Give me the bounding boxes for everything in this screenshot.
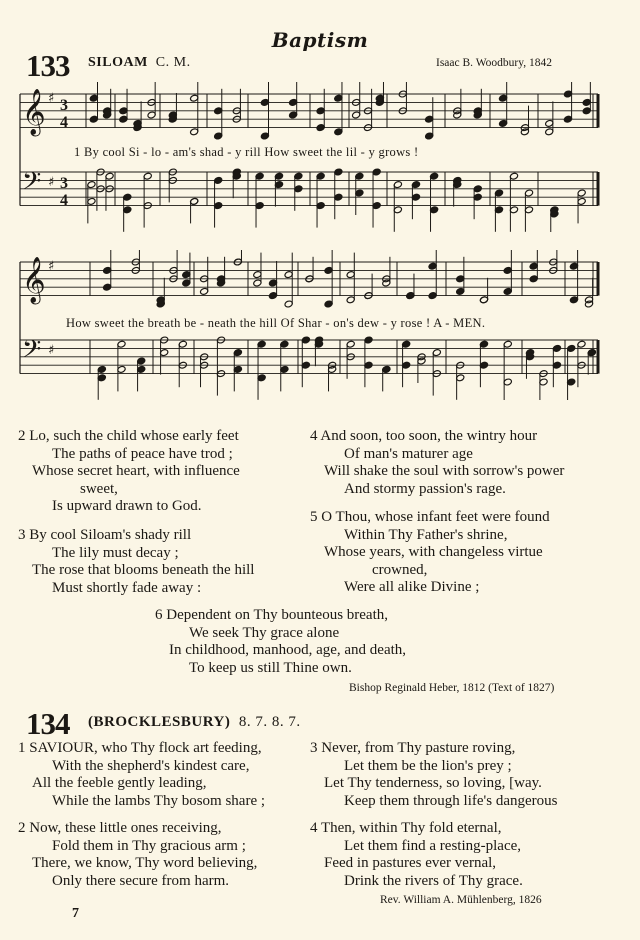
- bass-clef-icon: 𝄢: [22, 167, 42, 202]
- key-signature-sharp-icon: ♯: [48, 175, 55, 190]
- treble-clef-icon: 𝄞: [22, 257, 46, 303]
- stanza-line: Is upward drawn to God.: [52, 498, 202, 515]
- stanza-line: Will shake the soul with sorrow's power: [324, 463, 565, 480]
- hymn-133-stanza-6: [155, 607, 406, 677]
- hymn-133-tune: [88, 55, 191, 71]
- stanza-line: While the lambs Thy bosom share ;: [52, 792, 266, 809]
- hymn-133-lyrics-line-1: 1 By cool Si - lo - am's shad - y rill How sweet the lil - y grows !: [74, 145, 419, 159]
- hymn-133-stanza-4: [310, 428, 564, 498]
- section-title: Baptism: [271, 28, 369, 52]
- stanza-line: Whose years, with changeless virtue: [324, 544, 543, 561]
- time-signature-top: 3: [60, 175, 68, 192]
- stanza-line: We seek Thy grace alone: [189, 624, 340, 641]
- treble-clef-icon: 𝄞: [22, 89, 46, 135]
- stanza-line: Let them be the lion's prey ;: [344, 757, 512, 774]
- hymn-133-stanza-3: [18, 527, 254, 597]
- stanza-line: Whose secret heart, with influence: [32, 463, 240, 480]
- hymn-133-meter: C. M.: [155, 55, 191, 70]
- key-signature-sharp-icon: ♯: [48, 343, 55, 358]
- hymn-133-lyrics-line-2: How sweet the breath be - neath the hill Of Shar - on's dew - y rose ! A - MEN.: [66, 316, 486, 330]
- stanza-line: 2 Lo, such the child whose early feet: [18, 428, 239, 444]
- time-signature-top: 3: [60, 97, 68, 114]
- stanza-line: The paths of peace have trod ;: [52, 445, 233, 462]
- stanza-line: Of man's maturer age: [344, 445, 473, 462]
- hymn-133-stanza-2: [18, 428, 240, 516]
- stanza-line: Must shortly fade away :: [52, 579, 202, 596]
- stanza-line: In childhood, manhood, age, and death,: [169, 642, 407, 659]
- hymn-134-tune-name: (BROCKLESBURY): [88, 714, 231, 730]
- hymn-134-stanza-4: [310, 820, 523, 890]
- stanza-line: 4 Then, within Thy fold eternal,: [310, 820, 502, 836]
- stanza-line: 3 Never, from Thy pasture roving,: [310, 740, 516, 756]
- time-signature-bottom: 4: [60, 192, 68, 209]
- stanza-line: There, we know, Thy word believing,: [32, 855, 258, 872]
- stanza-line: 5 O Thou, whose infant feet were found: [310, 509, 550, 525]
- stanza-line: Only there secure from harm.: [52, 872, 230, 889]
- stanza-line: 1 SAVIOUR, who Thy flock art feeding,: [18, 740, 262, 756]
- stanza-line: Feed in pastures ever vernal,: [324, 855, 497, 872]
- stanza-line: Let Thy tenderness, so loving, [way.: [324, 775, 542, 792]
- stanza-line: With the shepherd's kindest care,: [52, 757, 250, 774]
- stanza-line: Let them find a resting-place,: [344, 837, 522, 854]
- hymn-133-tune-name: SILOAM: [88, 55, 148, 70]
- stanza-line: All the feeble gently leading,: [32, 775, 207, 792]
- bass-clef-icon: 𝄢: [22, 335, 42, 370]
- stanza-line: The rose that blooms beneath the hill: [32, 562, 255, 579]
- hymn-134-tune: [88, 714, 301, 731]
- stanza-line: sweet,: [80, 480, 118, 497]
- hymn-134-stanza-3: [310, 740, 557, 810]
- stanza-line: 4 And soon, too soon, the wintry hour: [310, 428, 538, 444]
- stanza-line: Keep them through life's dangerous: [344, 792, 558, 809]
- stanza-line: 3 By cool Siloam's shady rill: [18, 527, 192, 543]
- key-signature-sharp-icon: ♯: [48, 259, 55, 274]
- stanza-line: To keep us still Thine own.: [189, 659, 352, 676]
- page-number: 7: [72, 906, 79, 921]
- hymn-134-stanza-1: [18, 740, 265, 810]
- hymn-134-number: 134: [26, 706, 70, 741]
- hymn-134-meter: 8. 7. 8. 7.: [238, 714, 301, 730]
- stanza-line: Drink the rivers of Thy grace.: [344, 872, 523, 889]
- stanza-line: And stormy passion's rage.: [344, 480, 506, 497]
- stanza-line: Fold them in Thy gracious arm ;: [52, 837, 246, 854]
- stanza-line: Within Thy Father's shrine,: [344, 526, 508, 543]
- stanza-line: crowned,: [372, 561, 428, 578]
- time-signature-bottom: 4: [60, 114, 68, 131]
- stanza-line: Were all alike Divine ;: [344, 579, 480, 596]
- hymn-133-stanza-5: [310, 509, 550, 597]
- stanza-line: The lily must decay ;: [52, 544, 179, 561]
- hymn-133-credit: Bishop Reginald Heber, 1812 (Text of 1827): [349, 682, 555, 694]
- hymn-133-composer: Isaac B. Woodbury, 1842: [436, 57, 552, 69]
- hymn-133-number: 133: [26, 48, 70, 83]
- hymn-134-credit: Rev. William A. Mühlenberg, 1826: [380, 894, 542, 906]
- key-signature-sharp-icon: ♯: [48, 91, 55, 106]
- stanza-line: 6 Dependent on Thy bounteous breath,: [155, 607, 389, 623]
- hymn-134-stanza-2: [18, 820, 257, 890]
- stanza-line: 2 Now, these little ones receiving,: [18, 820, 222, 836]
